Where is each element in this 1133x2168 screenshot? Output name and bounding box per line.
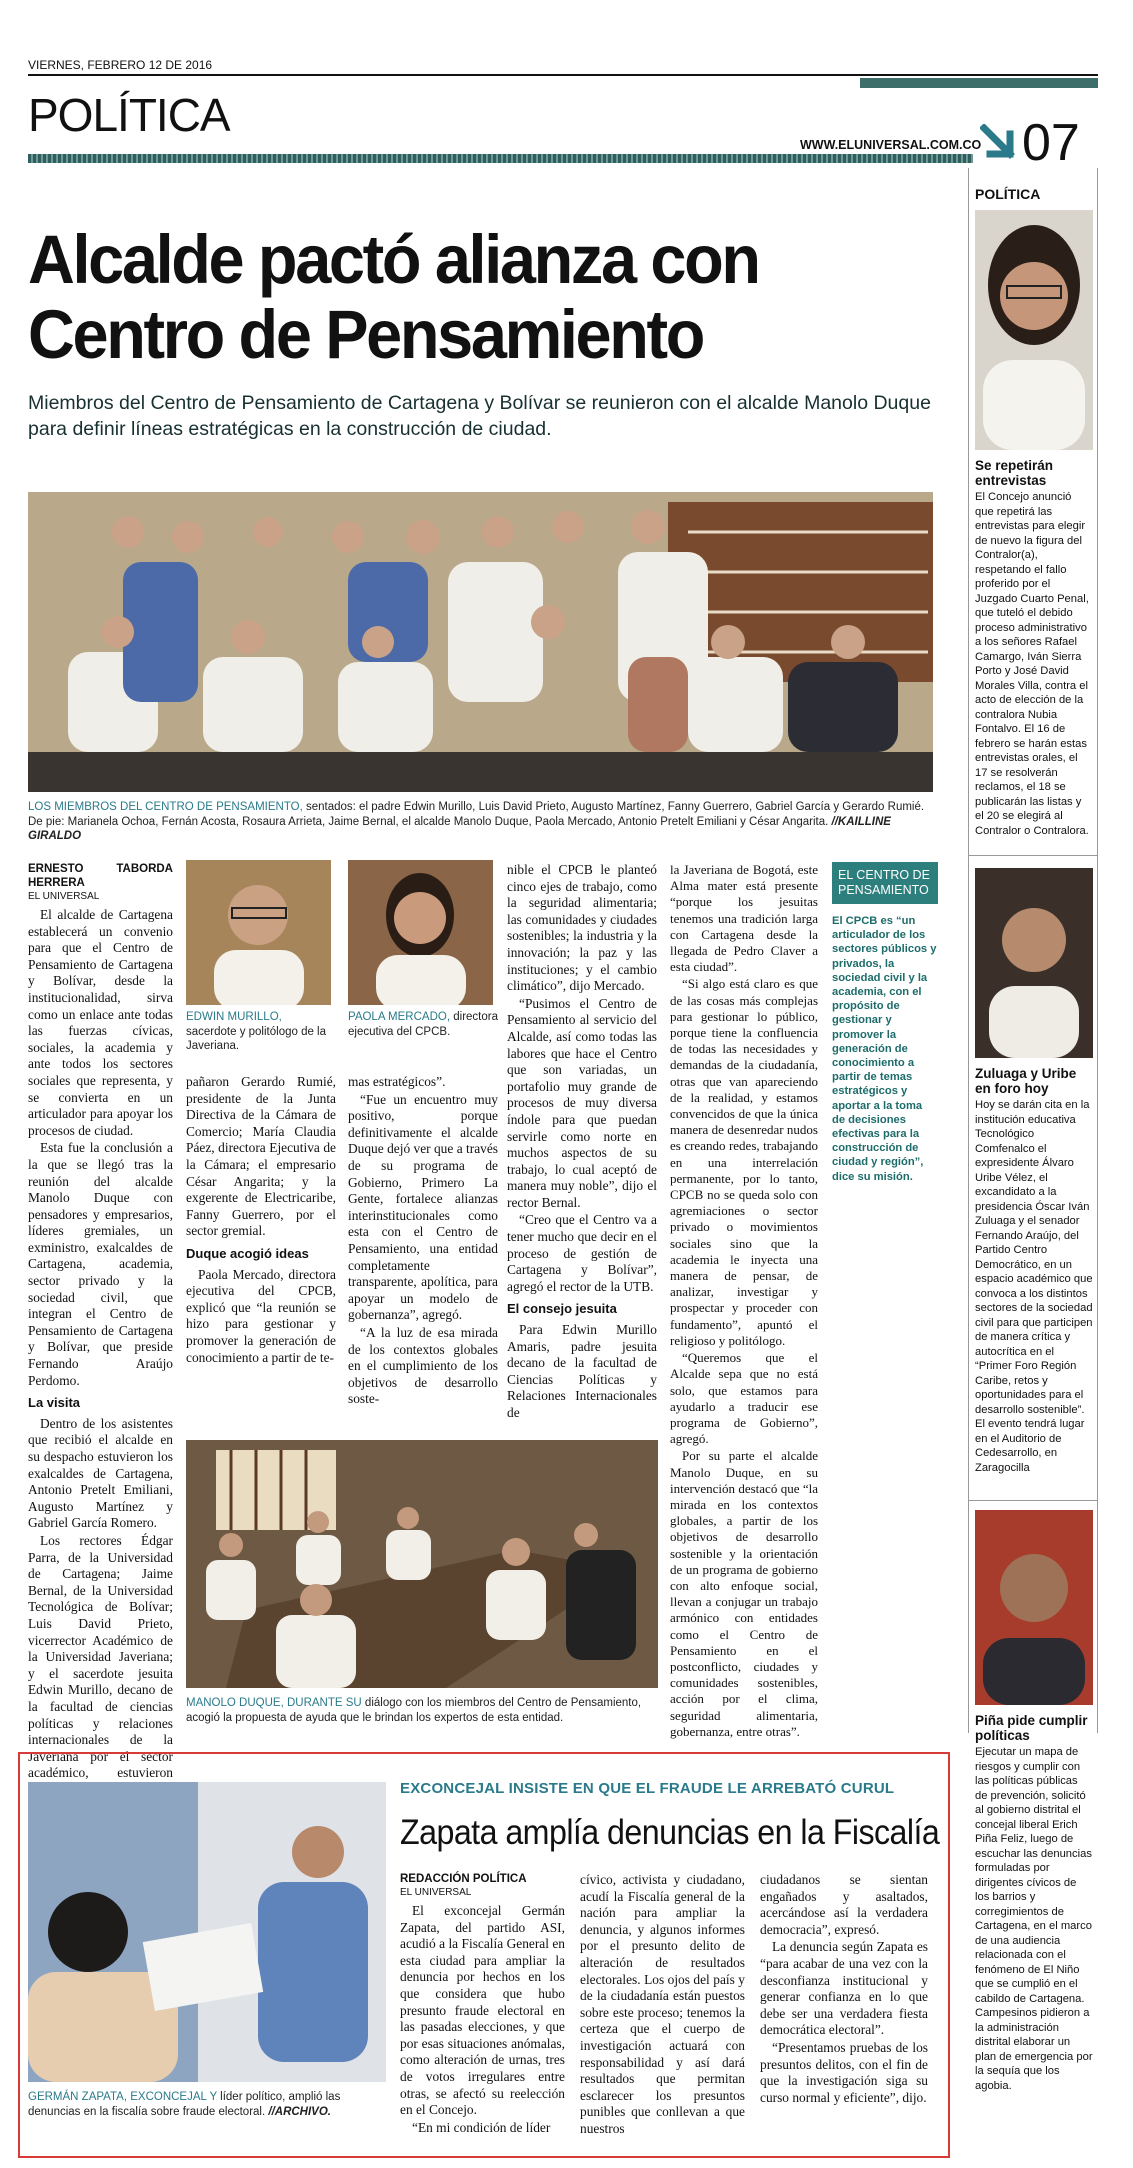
zapata-photo-caption: [28, 2090, 386, 2119]
paragraph: pañaron Gerardo Rumié, presidente de la Junta Directiva de la Cámara de Comercio; María Claudia Páez, directora Ejecutiva de la Cámara; el empresario César Angarita; y la exgerente de Electricaribe, Fanny Guerrero, por el sector gremial.: [186, 1074, 336, 1239]
section-title: POLÍTICA: [28, 89, 230, 141]
subhead: El consejo jesuita: [507, 1301, 617, 1317]
caption-lead: LOS MIEMBROS DEL CENTRO DE PENSAMIENTO,: [28, 801, 303, 813]
article-column-1: [28, 862, 173, 1816]
subhead: La visita: [28, 1395, 81, 1411]
paragraph: Esta fue la conclusión a la que se llegó tras la reunión del alcalde Manolo Duque con pensadores y empresarios, líderes gremiales, un exministro, exalcaldes de Cartagena, academia, sector privado y la sociedad civil, que integran el Centro de Pensamiento de Cartagena y Bolívar, que preside Fernando Araújo Perdomo.: [28, 1140, 173, 1388]
sidebar-item-title: Piña pide cumplir políticas: [975, 1713, 1088, 1743]
paragraph: “Fue un encuentro muy positivo, porque definitivamente el alcalde Duque dejó ver que a través de su programa de Gobierno, Primero La Gente, fortalece alianzas interinstitucionales como esta con el Centro de Pensamiento, una entidad completamente transparente, apolítica, para apoyar un modelo de gobernanza”, agregó.: [348, 1091, 498, 1323]
sidebar-divider: [968, 1500, 1098, 1501]
sidebar-item-2: [975, 868, 1093, 1475]
paragraph: “Creo que el Centro va a tener mucho que decir en el proceso de gestión de Cartagena y Bolívar”, agregó el rector de la UTB.: [507, 1212, 657, 1294]
paragraph: mas estratégicos”.: [348, 1074, 446, 1089]
paragraph: Paola Mercado, directora ejecutiva del CPCB, explicó que “la reunión se hizo para gestionar y promover la generación de conocimiento a partir de te-: [186, 1266, 336, 1365]
sidebar-divider: [968, 855, 1098, 856]
paragraph: cívico, activista y ciudadano, acudí la Fiscalía general de la nación para ampliar la denuncia, y algunos informes por el presunto delito de alteración de resultados electorales. Los ojos del país y de la ciudadanía están puestos sobre este proceso; tenemos la certeza que el cuerpo de investigación actuará con responsabilidad y así dará resultados que permitan esclarecer los presuntos punibles que conllevan a que nuestros: [580, 1872, 745, 2136]
second-headline: Zapata amplía denuncias en la Fiscalía: [400, 1813, 940, 1852]
main-headline: Alcalde pactó alianza con Centro de Pensamiento: [28, 221, 759, 373]
photo-credit: //ARCHIVO.: [268, 2105, 331, 2118]
zapata-photo: [28, 1782, 386, 2082]
article-column-4: [507, 862, 657, 1423]
paragraph: La denuncia según Zapata es “para acabar de una vez con la desconfianza institucional y generar confianza en lo que debe ser una verdadera fiesta democrática electoral”.: [760, 1939, 928, 2038]
mission-box-text: El CPCB es “un articulador de los sectores públicos y privados, la sociedad civil y la academia, con el propósito de gestionar y promover la generación de conocimiento a partir de temas estratégicos y aportar a la toma de decisiones efectivas para la construcción de ciudad y región”, dice su misión.: [832, 915, 937, 1183]
paragraph: la Javeriana de Bogotá, este Alma mater está presente “porque los jesuitas tenemos una tradición larga con Cartagena desde la llegada de Pedro Claver a esta ciudad”.: [670, 862, 818, 975]
sidebar-section-title: POLÍTICA: [975, 186, 1041, 202]
paragraph: “Queremos que el Alcalde sepa que no está solo, que estamos para ayudarlo a traducir ese programa de Gobierno”, agregó.: [670, 1350, 818, 1447]
portrait-2-caption: [348, 1010, 498, 1039]
paragraph: El alcalde de Cartagena establecerá un convenio para que el Centro de Pensamiento de Cartagena y Bolívar, desde la institucionalidad, sirva como un enlace ante todas las fuerzas cívicas, sociales, la academia y ante todos los sectores sociales que representa, y se convierta en un articulador para apoyar los procesos de ciudad.: [28, 907, 173, 1138]
second-column-2: [580, 1872, 745, 2139]
arrow-down-right-icon: [980, 124, 1024, 164]
paragraph: “Pusimos el Centro de Pensamiento al servicio del Alcalde, así como todas las labores que hace el Centro que son variadas, un portafolio muy grande de procesos de muy diversa índole para que puedan servirle como norte en muchos aspectos de su trabajo, lo cual aceptó de manera muy noble”, dijo el rector Bernal.: [507, 995, 657, 1210]
caption-text: líder político, amplió las denuncias en la fiscalía sobre fraude electoral.: [28, 2091, 341, 2118]
paragraph: “En mi condición de líder: [412, 2119, 551, 2135]
sidebar-item-title: Zuluaga y Uribe en foro hoy: [975, 1066, 1077, 1096]
paragraph: nible el CPCB le planteó cinco ejes de trabajo, como la seguridad alimentaria; las comunidades y ciudades sostenibles; la industria y la innovación; la paz y las instituciones; y el cambio climático”, dijo Mercado.: [507, 862, 657, 994]
meeting-photo-caption: [186, 1696, 658, 1725]
mission-box-title: EL CENTRO DE PENSAMIENTO: [832, 862, 938, 904]
article-column-2: [186, 1074, 336, 1367]
sidebar-item-title: Se repetirán entrevistas: [975, 458, 1054, 488]
header-top-rule: [28, 74, 1098, 76]
sidebar: [975, 186, 1093, 838]
paragraph: “Presentamos pruebas de los presuntos delitos, con el fin de que la investigación siga su curso normal y eficiente”, dijo.: [760, 2039, 928, 2105]
sidebar-photo-1: [975, 210, 1093, 450]
paragraph: Dentro de los asistentes que recibió el alcalde en su despacho estuvieron los exalcaldes de Cartagena, Antonio Pretelt Emiliani, Augusto Martínez y Gabriel García Romero.: [28, 1415, 173, 1531]
byline: ERNESTO TABORDA HERRERA: [28, 863, 173, 889]
main-deck: Miembros del Centro de Pensamiento de Cartagena y Bolívar se reunieron con el alcalde Manolo Duque para definir líneas estratégicas en la construcción de ciudad.: [28, 392, 931, 440]
group-photo-caption: [28, 800, 933, 844]
meeting-photo: [186, 1440, 658, 1688]
portrait-paola-mercado: [348, 860, 493, 1005]
sidebar-item-3: [975, 1510, 1093, 2093]
paragraph: ciudadanos se sientan engañados y asaltados, acercándose así la verdadera democracia”, expresó.: [760, 1872, 928, 1937]
photo-credit: //KAILLINE GIRALDO: [28, 815, 891, 842]
paragraph: Por su parte el alcalde Manolo Duque, en su intervención destacó que “la mirada en los contextos globales, a partir de los objetivos de desarrollo sostenible y la orientación de un programa de gobierno con alto enfoque social, llevan a conjugar un trabajo armónico con entidades como el Centro de Pensamiento en el postconflicto, ciudades y comunidades sostenibles, acción por el clima, seguridad alimentaria, gobernanza, entre otras”.: [670, 1448, 818, 1739]
sidebar-photo-3: [975, 1510, 1093, 1705]
paragraph: Los rectores Édgar Parra, de la Universidad de Cartagena; Jaime Bernal, de la Universidad Tecnológica de Bolívar; Luis David Prieto, vicerrector Académico de la Universidad Javeriana; y el sacerdote jesuita Edwin Murillo, decano de la facultad de ciencias políticas y relaciones internacionales de la Javeriana por el sector académico, estuvieron: [28, 1532, 173, 1781]
paragraph: “A la luz de esa mirada de los contextos globales en el cumplimiento de los objetivos de desarrollo soste-: [348, 1324, 498, 1407]
second-kicker: EXCONCEJAL INSISTE EN QUE EL FRAUDE LE ARREBATÓ CURUL: [400, 1780, 895, 1797]
caption-text: sentados: el padre Edwin Murillo, Luis David Prieto, Augusto Martínez, Fanny Guerrero, Gabriel García y Gerardo Rumié. De pie: Marianela Ochoa, Fernán Acosta, Rosaura Arrieta, Jaime Bernal, el alcalde Manolo Duque, Paola Mercado, Antonio Pretelt Emiliani y César Angarita.: [28, 801, 925, 828]
mission-box: [832, 862, 938, 1184]
byline-org: EL UNIVERSAL: [28, 891, 100, 902]
article-column-5: [670, 862, 818, 1741]
portrait-1-caption: [186, 1010, 331, 1054]
sidebar-item-text: Ejecutar un mapa de riesgos y cumplir con las políticas públicas de prevención, solicitó al gobierno distrital el concejal liberal Erich Piña Feliz, luego de escuchar las denuncias formuladas por dirigentes cívicos de los barrios y corregimientos de Cartagena, en el marco de una audiencia relacionada con el fenómeno de El Niño que se cumplió en el cabildo de Cartagena. Campesinos pidieron a la administración distrital elaborar un plan de emergencia por la sequía que los agobia.: [975, 1746, 1093, 2092]
site-url: WWW.ELUNIVERSAL.COM.CO: [800, 138, 982, 152]
sidebar-photo-2: [975, 868, 1093, 1058]
portrait-edwin-murillo: [186, 860, 331, 1005]
group-photo: [28, 492, 933, 792]
caption-text: sacerdote y politólogo de la Javeriana.: [186, 1025, 327, 1052]
header-top-stripe: [860, 78, 1098, 88]
caption-text: directora ejecutiva del CPCB.: [348, 1011, 498, 1038]
sidebar-item-text: Hoy se darán cita en la institución educativa Tecnológico Comfenalco el expresidente Álvaro Uribe Vélez, el excandidato a la presidencia Óscar Iván Zuluaga y el senador Fernando Araújo, del Partido Centro Democrático, en un espacio académico que convoca a los distintos sectores de la sociedad civil para que participen de manera crítica y autocrítica en el “Primer Foro Región Caribe, retos y oportunidades para el desarrollo sostenible”. El evento tendrá lugar en el Auditorio de Cedesarrollo, en Zaragocilla: [975, 1099, 1093, 1474]
caption-lead: MANOLO DUQUE, DURANTE SU: [186, 1697, 362, 1709]
paragraph: “Si algo está claro es que de las cosas más complejas para gestionar lo público, porque tiene la confluencia de todas las necesidades y demandas de la ciudadanía, otras que van apareciendo de la realidad, y estamos convencidos de que la única manera de desenredar nudos es creando redes, trabajando en una interrelación permanente, por lo tanto, CPCB no se queda solo con agremiaciones o sector privado o movimientos sociales sino que la academia le inyecta una manera de pensar, de analizar, investigar y prospectar y proceder con fundamento”, apuntó el religioso y politólogo.: [670, 976, 818, 1348]
caption-lead: EDWIN MURILLO,: [186, 1011, 282, 1023]
subhead: Duque acogió ideas: [186, 1245, 309, 1261]
page-number: 07: [1022, 114, 1080, 172]
byline-org: EL UNIVERSAL: [400, 1887, 472, 1898]
caption-text: diálogo con los miembros del Centro de Pensamiento, acogió la propuesta de ayuda que le brindan los expertos de esta entidad.: [186, 1697, 642, 1724]
byline: REDACCIÓN POLÍTICA: [400, 1873, 527, 1885]
header-stripe: [28, 154, 973, 163]
second-column-1: [400, 1872, 565, 2137]
paragraph: Para Edwin Murillo Amaris, padre jesuita decano de la facultad de Ciencias Políticas y Relaciones Internacionales de: [507, 1322, 657, 1420]
second-column-3: [760, 1872, 928, 2107]
paragraph: El exconcejal Germán Zapata, del partido ASI, acudió a la Fiscalía General en esta ciudad para ampliar la denuncia por hechos en los que considera que hubo presunto fraude electoral en las pasadas elecciones, y que por esas situaciones anómalas, como alteración de urnas, tres de votos irregulares entre otras, se afectó su reelección en el Concejo.: [400, 1903, 565, 2118]
issue-date: VIERNES, FEBRERO 12 DE 2016: [28, 58, 213, 72]
caption-lead: PAOLA MERCADO,: [348, 1011, 451, 1023]
caption-lead: GERMÁN ZAPATA, EXCONCEJAL Y: [28, 2091, 217, 2103]
sidebar-item-text: El Concejo anunció que repetirá las entrevistas para elegir de nuevo la figura del Contralor(a), respetando el fallo proferido por el Juzgado Cuarto Penal, que tuteló el debido proceso administrativo a los señores Rafael Camargo, Iván Sierra Porto y José David Morales Villa, contra el acto de elección de la contralora Nubia Fontalvo. El 16 de febrero se harán estas entrevistas orales, el 17 se resolverán reclamos, el 18 se publicarán las listas y el 20 se elegirá al Contralor o Contralora.: [975, 491, 1089, 837]
article-column-3: [348, 1074, 498, 1409]
